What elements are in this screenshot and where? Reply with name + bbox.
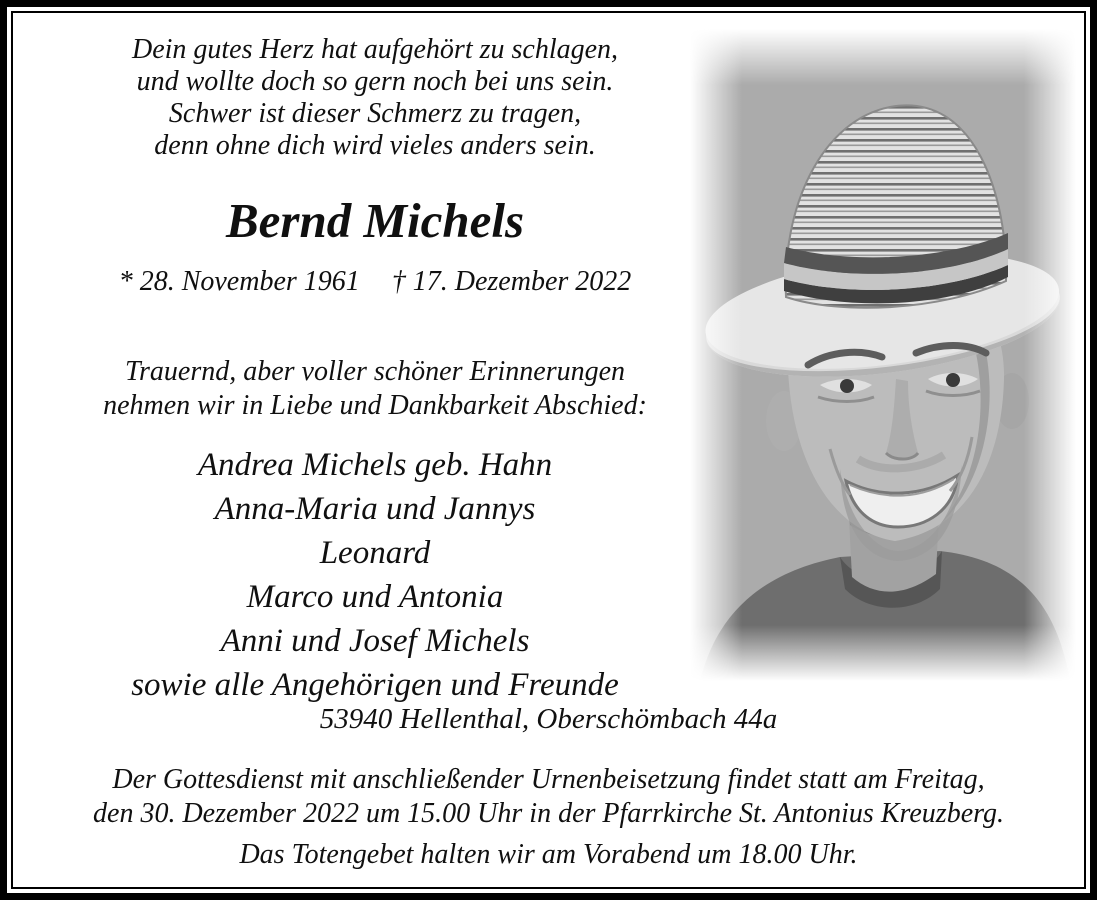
funeral-service-info bbox=[13, 763, 1084, 831]
deceased-name: Bernd Michels bbox=[225, 193, 525, 248]
mourner-line: Andrea Michels geb. Hahn bbox=[197, 447, 553, 483]
address-line: 53940 Hellenthal, Oberschömbach 44a bbox=[319, 703, 778, 735]
obituary-text-column bbox=[13, 13, 737, 707]
intro-line: nehmen wir in Liebe und Dankbarkeit Abschied: bbox=[103, 390, 647, 421]
poem-line: und wollte doch so gern noch bei uns sein. bbox=[136, 66, 614, 97]
intro-line: Trauernd, aber voller schöner Erinnerungen bbox=[124, 356, 626, 387]
poem-line: Dein gutes Herz hat aufgehört zu schlagen, bbox=[131, 34, 619, 65]
life-dates bbox=[13, 266, 737, 298]
mourner-line: Marco und Antonia bbox=[246, 579, 504, 615]
vigil-info: Das Totengebet halten wir am Vorabend um 18.00 Uhr. bbox=[239, 839, 858, 870]
mourner-line: Anni und Josef Michels bbox=[220, 623, 530, 659]
mourner-line: sowie alle Angehörigen und Freunde bbox=[131, 667, 619, 703]
mourners-list bbox=[13, 443, 737, 707]
inner-border-frame bbox=[11, 11, 1086, 889]
service-line: Der Gottesdienst mit anschließender Urnenbeisetzung findet statt am Freitag, bbox=[112, 764, 985, 795]
service-line: den 30. Dezember 2022 um 15.00 Uhr in der Pfarrkirche St. Antonius Kreuzberg. bbox=[93, 798, 1004, 829]
deceased-portrait-photo bbox=[690, 29, 1076, 681]
poem-line: denn ohne dich wird vieles anders sein. bbox=[154, 130, 596, 161]
mourner-line: Leonard bbox=[319, 535, 431, 571]
portrait-man-straw-hat-illustration bbox=[690, 29, 1076, 681]
farewell-intro bbox=[13, 355, 737, 423]
memorial-poem bbox=[13, 34, 737, 162]
birth-date: * 28. November 1961 bbox=[118, 266, 360, 297]
poem-line: Schwer ist dieser Schmerz zu tragen, bbox=[168, 98, 582, 129]
death-date: † 17. Dezember 2022 bbox=[391, 266, 632, 297]
mourner-line: Anna-Maria und Jannys bbox=[214, 491, 536, 527]
